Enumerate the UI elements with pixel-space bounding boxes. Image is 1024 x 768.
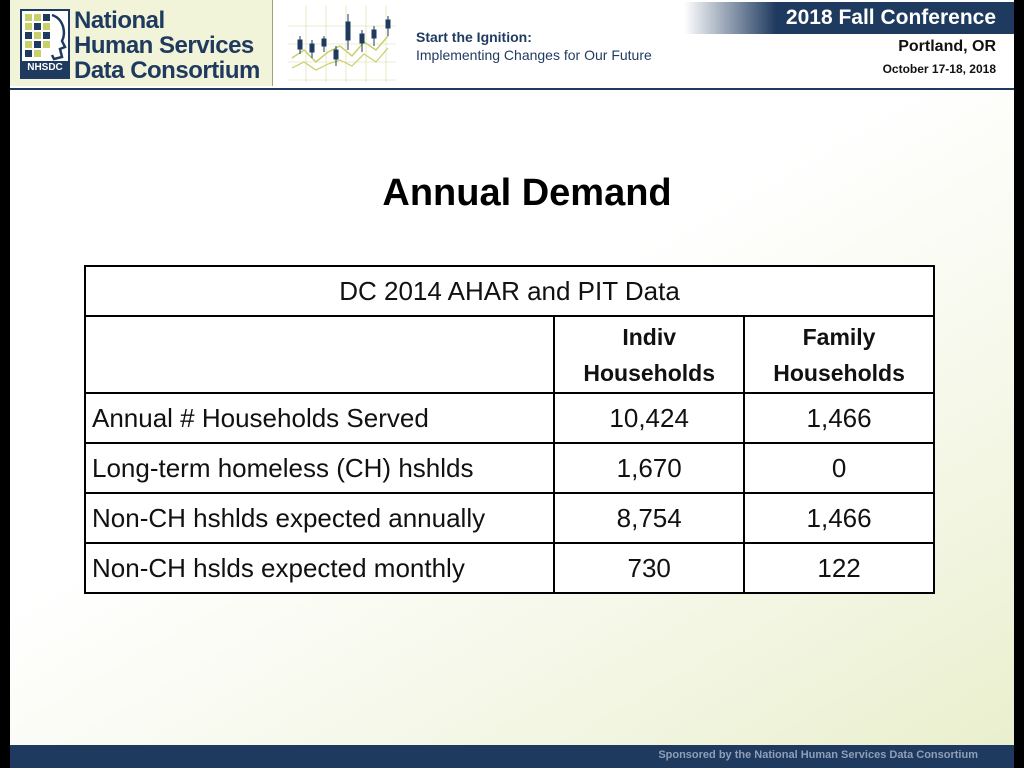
slide [10, 0, 1014, 768]
sponsor-text: Sponsored by the National Human Services Data Consortium [658, 749, 978, 761]
column-header-family-line1: Family [802, 323, 876, 350]
family-value: 0 [744, 443, 934, 493]
conference-banner [684, 2, 1014, 34]
indiv-value: 10,424 [554, 393, 744, 443]
conference-title: 2018 Fall Conference [785, 6, 996, 29]
slide-title: Annual Demand [382, 172, 672, 214]
table-header-empty [85, 316, 554, 393]
table-row [85, 543, 934, 593]
stock-chart-graphic-icon [288, 6, 396, 82]
org-name-line-1: National [74, 7, 165, 34]
tagline-title: Start the Ignition: [416, 29, 532, 45]
row-label: Non-CH hslds expected monthly [85, 543, 554, 593]
indiv-value: 8,754 [554, 493, 744, 543]
table-row [85, 443, 934, 493]
data-table [84, 265, 935, 594]
org-name-line-3: Data Consortium [74, 57, 260, 84]
conference-header [10, 0, 1014, 90]
row-label: Non-CH hshlds expected annually [85, 493, 554, 543]
conference-dates: October 17-18, 2018 [882, 62, 996, 76]
column-header-family [744, 316, 934, 393]
row-label: Long-term homeless (CH) hshlds [85, 443, 554, 493]
footer-bar [10, 745, 1014, 768]
column-header-indiv-line1: Indiv [622, 323, 677, 350]
table-header-row [85, 316, 934, 393]
tagline-subtitle: Implementing Changes for Our Future [416, 47, 652, 63]
family-value: 1,466 [744, 493, 934, 543]
family-value: 122 [744, 543, 934, 593]
indiv-value: 1,670 [554, 443, 744, 493]
column-header-indiv [554, 316, 744, 393]
column-header-family-line2: Households [773, 359, 905, 386]
row-label: Annual # Households Served [85, 393, 554, 443]
table-row [85, 393, 934, 443]
column-header-indiv-line2: Households [583, 359, 715, 386]
indiv-value: 730 [554, 543, 744, 593]
family-value: 1,466 [744, 393, 934, 443]
logo-abbrev: NHSDC [27, 62, 63, 73]
logo-emblem-icon [20, 9, 70, 79]
table-caption: DC 2014 AHAR and PIT Data [85, 266, 934, 316]
org-logo [10, 0, 273, 86]
org-name-line-2: Human Services [74, 32, 254, 59]
table-row [85, 493, 934, 543]
conference-location: Portland, OR [898, 38, 996, 55]
